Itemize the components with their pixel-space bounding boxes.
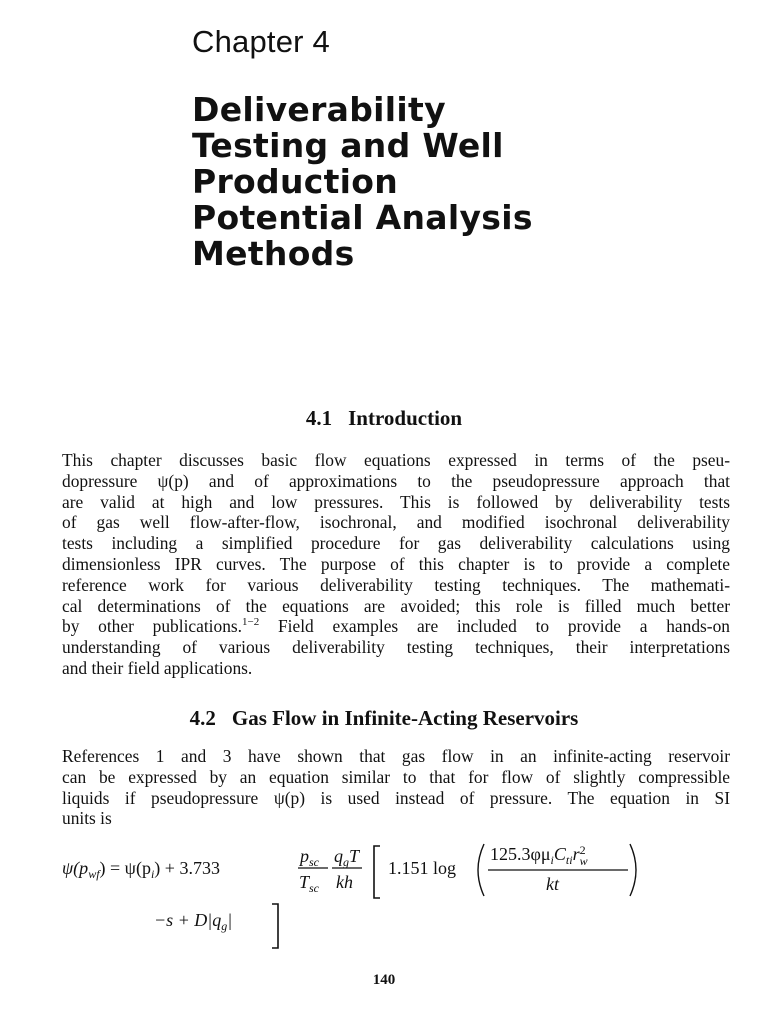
chapter-title-line: Potential Analysis [192, 198, 533, 237]
text-line: and their field applications. [62, 657, 253, 678]
chapter-title-line: Testing and Well [192, 126, 504, 165]
text-fragment: by other publications. [62, 616, 243, 637]
chapter-title-line: Deliverability [192, 90, 446, 129]
section-heading-gas-flow [0, 706, 768, 731]
chapter-title-line: Production [192, 162, 399, 201]
text-line: liquids if pseudopressure ψ(p) is used instead of pressure. The equation in SI [62, 787, 730, 808]
eq-lhs: $\psi(p_{wf}) = \psi(p_i) + 3.733$ [62, 858, 220, 881]
chapter-title-line: Methods [192, 234, 355, 273]
text-line [62, 616, 730, 637]
text-fragment: Field examples are included to provide a hands-on [259, 616, 730, 637]
eq-log-term: 1.151 log [388, 858, 457, 878]
text-line: units is [62, 808, 112, 829]
page-number: 140 [372, 972, 396, 988]
eq-frac2-den: kh [336, 872, 353, 892]
eq-close-paren [630, 844, 636, 896]
eq-frac1-den: $T_{sc}$ [299, 872, 320, 895]
text-line: understanding of various deliverability testing techniques, their interpretations [62, 637, 730, 658]
eq-frac3-num: $125.3\varphi\mu_iC_{ti}r^2$ w [490, 843, 588, 868]
text-line: dimensionless IPR curves. The purpose of this chapter is to provide a complete [62, 553, 730, 574]
chapter-label: Chapter 4 [192, 24, 330, 59]
text-line: of gas well flow-after-flow, isochronal, and modified isochronal deliverability [62, 512, 730, 533]
text-line: reference work for various deliverability testing techniques. The mathemati- [62, 574, 730, 595]
section-heading-introduction [0, 406, 768, 431]
text-line: dopressure ψ(p) and of approximations to the pseudopressure approach that [62, 470, 730, 491]
text-line: tests including a simplified procedure for gas deliverability calculations using [62, 533, 730, 554]
gas-flow-paragraph [62, 746, 730, 829]
text-line: are valid at high and low pressures. This is followed by deliverability tests [62, 491, 730, 512]
section-number: 4.1 [305, 406, 333, 430]
eq-open-paren [478, 844, 484, 896]
chapter-title [192, 92, 712, 272]
text-line: cal determinations of the equations are avoided; this role is filled much better [62, 595, 730, 616]
text-line: can be expressed by an equation similar to that for flow of slightly compressible [62, 766, 730, 787]
eq-frac1-num: $p_{sc}$ [300, 846, 319, 869]
text-line: This chapter discusses basic flow equations expressed in terms of the pseu- [62, 450, 730, 470]
introduction-paragraph [62, 450, 730, 679]
citation-superscript: 1−2 [242, 616, 260, 629]
pseudopressure-equation [62, 840, 722, 950]
section-title: Gas Flow in Infinite-Acting Reservoirs [231, 706, 579, 730]
section-title: Introduction [348, 406, 463, 430]
section-number: 4.2 [189, 706, 216, 730]
eq-frac2-num: $q_gT$ [334, 846, 360, 869]
eq-line2: $-s + D|q_g|$ [154, 910, 233, 933]
text-line: References 1 and 3 have shown that gas flow in an infinite-acting reservoir [62, 746, 730, 766]
eq-close-bracket [272, 904, 278, 948]
eq-frac3-den: kt [546, 874, 559, 894]
eq-open-bracket [374, 846, 380, 898]
